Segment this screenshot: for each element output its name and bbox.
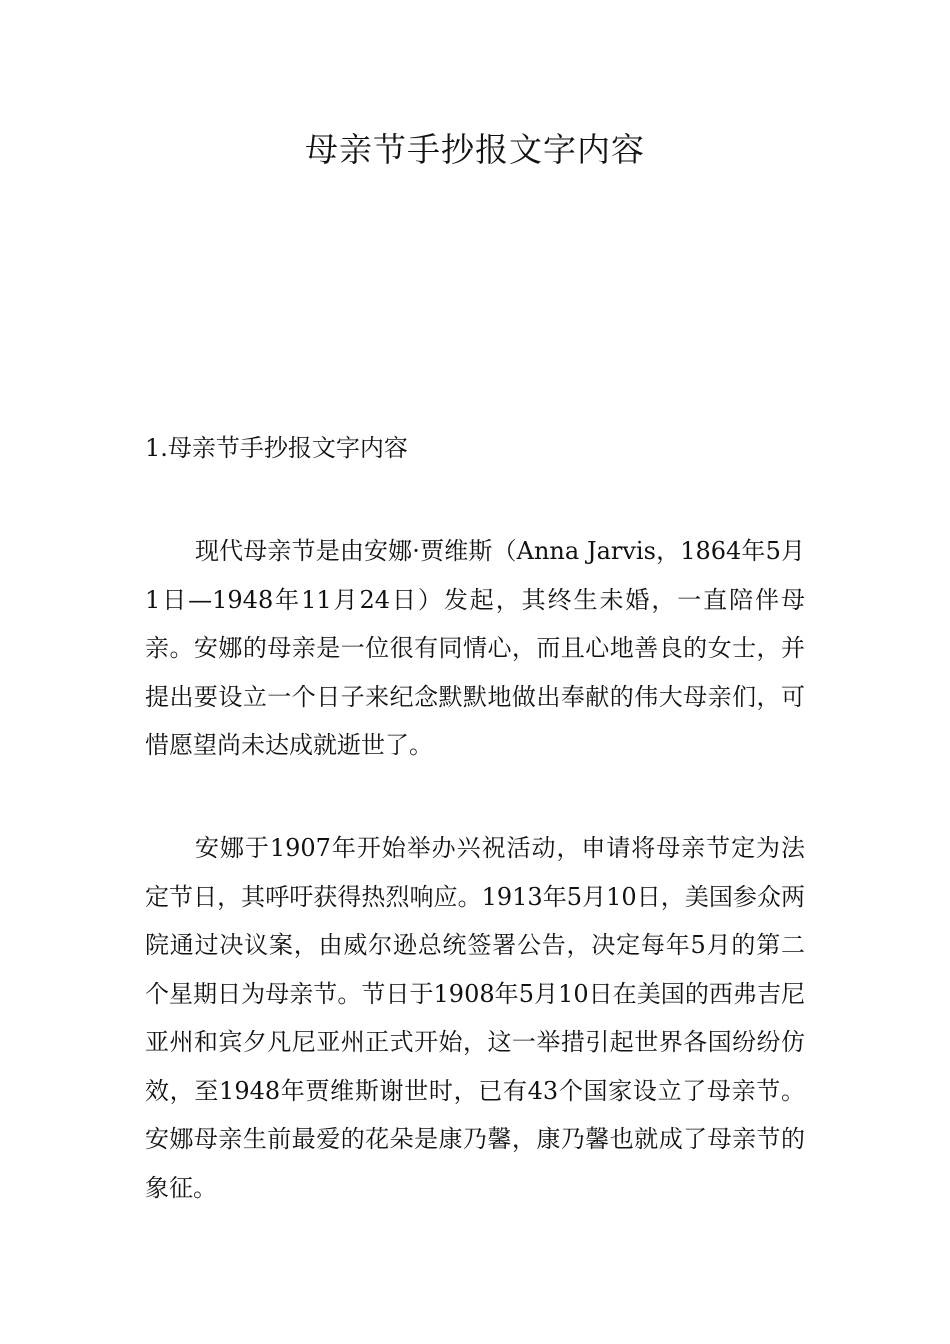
section-heading: 1.母亲节手抄报文字内容 bbox=[145, 434, 408, 462]
document-title: 母亲节手抄报文字内容 bbox=[305, 130, 645, 169]
body-paragraph: 现代母亲节是由安娜·贾维斯（Anna Jarvis，1864年5月1日—1948年11月24日）发起，其终生未婚，一直陪伴母亲。安娜的母亲是一位很有同情心，而且心地善良的女士，并提出要设立一个日子来纪念默默地做出奉献的伟大母亲们，可惜愿望尚未达成就逝世了。 bbox=[145, 537, 805, 759]
body-paragraph: 安娜于1907年开始举办兴祝活动，申请将母亲节定为法定节日，其呼吁获得热烈响应。1913年5月10日，美国参众两院通过决议案，由威尔逊总统签署公告，决定每年5月的第二个星期日为母亲节。节日于1908年5月10日在美国的西弗吉尼亚州和宾夕凡尼亚州正式开始，这一举措引起世界各国纷纷仿效，至1948年贾维斯谢世时，已有43个国家设立了母亲节。安娜母亲生前最爱的花朵是康乃馨，康乃馨也就成了母亲节的象征。 bbox=[145, 834, 805, 1202]
